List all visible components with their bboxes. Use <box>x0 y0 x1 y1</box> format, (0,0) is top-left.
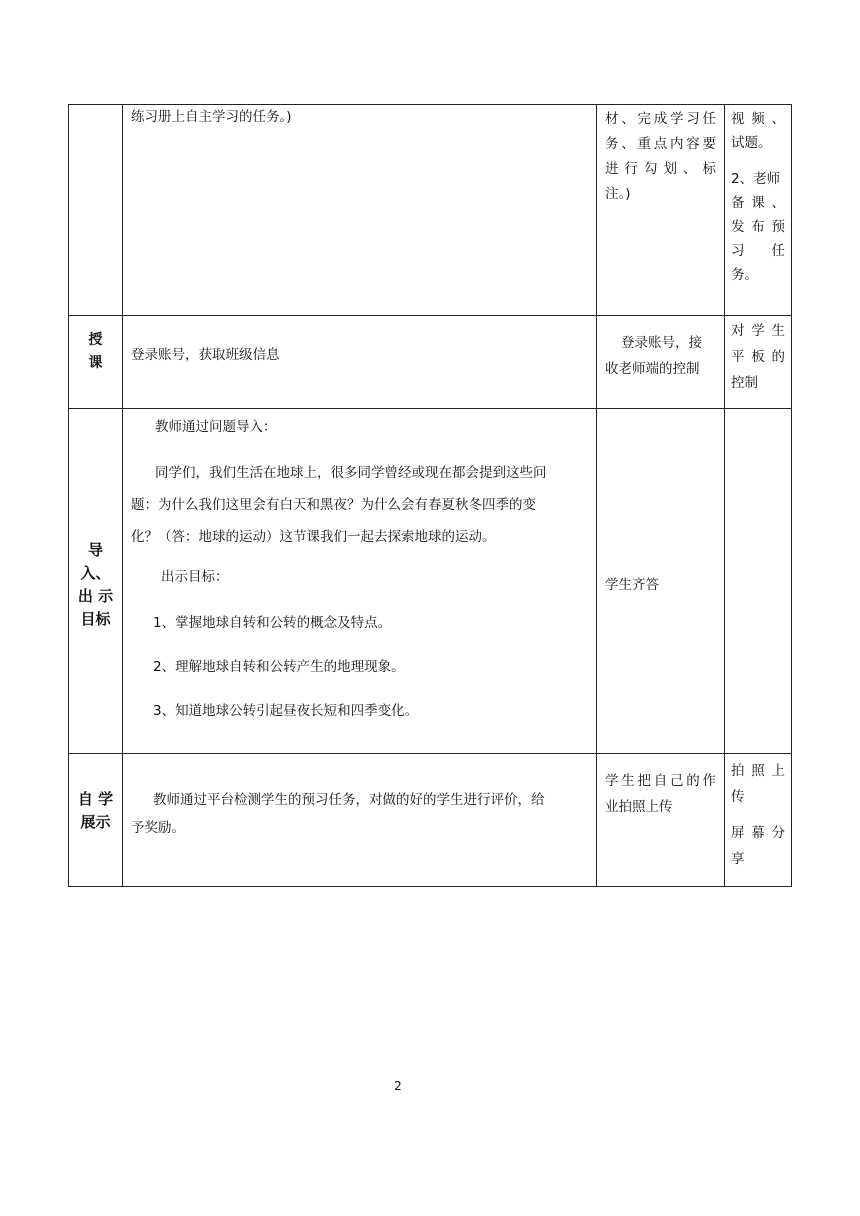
resource-text: 试题。 <box>731 135 772 151</box>
student-text: 注。) <box>605 186 631 202</box>
teacher-text: 1、掌握地球自转和公转的概念及特点。 <box>153 615 392 631</box>
student-activity-cell <box>597 754 725 887</box>
lesson-plan-table <box>68 104 792 887</box>
table-row <box>69 105 792 316</box>
teacher-activity-cell <box>123 754 597 887</box>
teacher-text: 同学们，我们生活在地球上，很多同学曾经或现在都会提到这些问 <box>155 465 547 481</box>
stage-label: 展示 <box>80 813 111 831</box>
student-text: 材、完成学习任 <box>605 111 716 127</box>
resource-text: 平 板 的 <box>731 349 785 365</box>
student-text: 学生齐答 <box>605 577 659 593</box>
resource-cell <box>725 409 792 754</box>
resource-text: 2、老师 <box>731 171 781 187</box>
teacher-text: 教师通过问题导入： <box>155 419 277 435</box>
teacher-text: 予奖励。 <box>131 820 185 836</box>
resource-cell <box>725 105 792 316</box>
stage-label: 自 学 <box>77 790 114 808</box>
student-text: 登录账号，接 <box>621 335 702 351</box>
teacher-text: 教师通过平台检测学生的预习任务，对做的好的学生进行评价，给 <box>153 792 545 808</box>
stage-label: 出 示 <box>77 587 114 605</box>
student-activity-cell <box>597 409 725 754</box>
resource-text: 屏 幕 分 <box>731 825 785 841</box>
resource-text: 对 学 生 <box>731 323 785 339</box>
table-row <box>69 409 792 754</box>
teacher-text: 3、知道地球公转引起昼夜长短和四季变化。 <box>153 703 419 719</box>
resource-cell <box>725 754 792 887</box>
table-row <box>69 754 792 887</box>
table-row <box>69 316 792 409</box>
teacher-text: 登录账号，获取班级信息 <box>131 347 280 363</box>
student-text: 进 行 勾 划 、 标 <box>605 161 716 177</box>
page-number: 2 <box>394 1079 402 1093</box>
resource-text: 享 <box>731 851 745 867</box>
resource-cell <box>725 316 792 409</box>
resource-text: 发 布 预 <box>731 219 785 235</box>
stage-label-cell <box>69 316 123 409</box>
teacher-text: 2、理解地球自转和公转产生的地理现象。 <box>153 659 405 675</box>
student-activity-cell <box>597 105 725 316</box>
stage-label: 目标 <box>80 610 111 628</box>
student-text: 业拍照上传 <box>605 799 673 815</box>
teacher-text: 化？（答：地球的运动）这节课我们一起去探索地球的运动。 <box>131 529 496 545</box>
stage-label: 导 <box>87 541 103 559</box>
resource-text: 传 <box>731 789 745 805</box>
stage-label: 授 <box>88 332 103 348</box>
teacher-text: 题：为什么我们这里会有白天和黑夜？为什么会有春夏秋冬四季的变 <box>131 497 536 513</box>
resource-text: 备 课 、 <box>731 195 785 211</box>
stage-label: 课 <box>88 355 103 371</box>
stage-label-cell <box>69 409 123 754</box>
teacher-activity-cell <box>123 409 597 754</box>
student-text: 收老师端的控制 <box>605 361 700 377</box>
resource-text: 视 频 、 <box>731 111 785 127</box>
teacher-activity-cell <box>123 316 597 409</box>
resource-text: 控制 <box>731 375 758 391</box>
stage-label-cell <box>69 754 123 887</box>
student-activity-cell <box>597 316 725 409</box>
teacher-activity-cell <box>123 105 597 316</box>
resource-text: 拍 照 上 <box>731 763 785 779</box>
student-text: 务、重点内容要 <box>605 136 716 152</box>
teacher-text: 练习册上自主学习的任务。) <box>131 109 292 125</box>
stage-label-cell <box>69 105 123 316</box>
resource-text: 务。 <box>731 267 758 283</box>
resource-text: 习 任 <box>731 243 785 259</box>
stage-label: 入、 <box>80 564 111 582</box>
teacher-text: 出示目标： <box>161 569 229 585</box>
student-text: 学生把自己的作 <box>605 773 716 789</box>
